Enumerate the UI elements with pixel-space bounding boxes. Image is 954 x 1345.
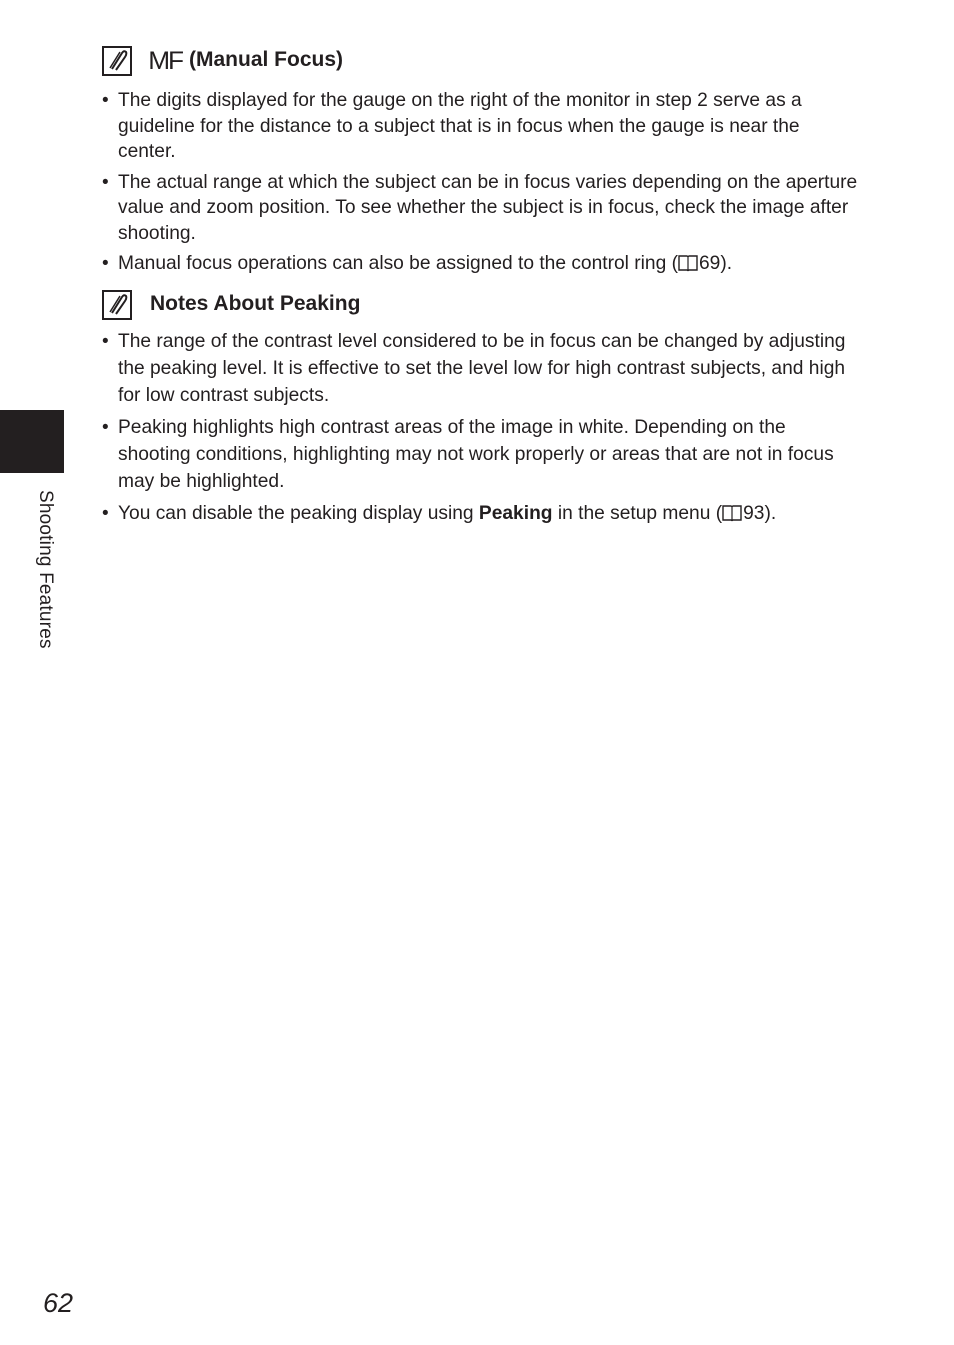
peaking-note (102, 290, 862, 530)
mf-icon: MF (148, 47, 182, 75)
pencil-note-icon (102, 290, 132, 320)
section-tab-marker (0, 410, 64, 473)
list-item: • Manual focus operations can also be assigned to the control ring ( 69). (102, 251, 862, 280)
list-item: • The actual range at which the subject can be in focus varies depending on the aperture value and zoom position. To see whether the subject is in focus, check the image after shooting. (102, 171, 858, 244)
menu-item-name: Peaking (478, 503, 553, 524)
list-item: • Peaking highlights high contrast areas of the image in white. Depending on the shooting conditions, highlighting may not work properly or areas that are not in focus may be highlighted. (102, 417, 834, 492)
manual-focus-note (102, 46, 862, 280)
list-item: • The range of the contrast level considered to be in focus can be changed by adjusting the peaking level. It is effective to set the level low for high contrast subjects, and high for low contrast subjects. (102, 331, 846, 406)
page-number: 62 (43, 1288, 74, 1318)
bullet-list (102, 328, 862, 530)
note-title: (Manual Focus) (189, 48, 344, 71)
section-tab-label: Shooting Features (35, 490, 56, 649)
list-item: • You can disable the peaking display using Peaking in the setup menu ( 93). (102, 500, 862, 530)
bullet-list (102, 88, 862, 280)
page-reference[interactable]: 69 (698, 253, 721, 274)
book-icon (678, 254, 698, 280)
list-item: • The digits displayed for the gauge on the right of the monitor in step 2 serve as a guideline for the distance to a subject that is in focus when the gauge is near the center. (102, 90, 802, 162)
note-heading (102, 290, 862, 330)
book-icon (722, 503, 742, 530)
note-heading (102, 46, 862, 86)
note-title: Notes About Peaking (150, 292, 361, 315)
pencil-note-icon (102, 46, 132, 76)
page-reference[interactable]: 93 (743, 503, 765, 524)
